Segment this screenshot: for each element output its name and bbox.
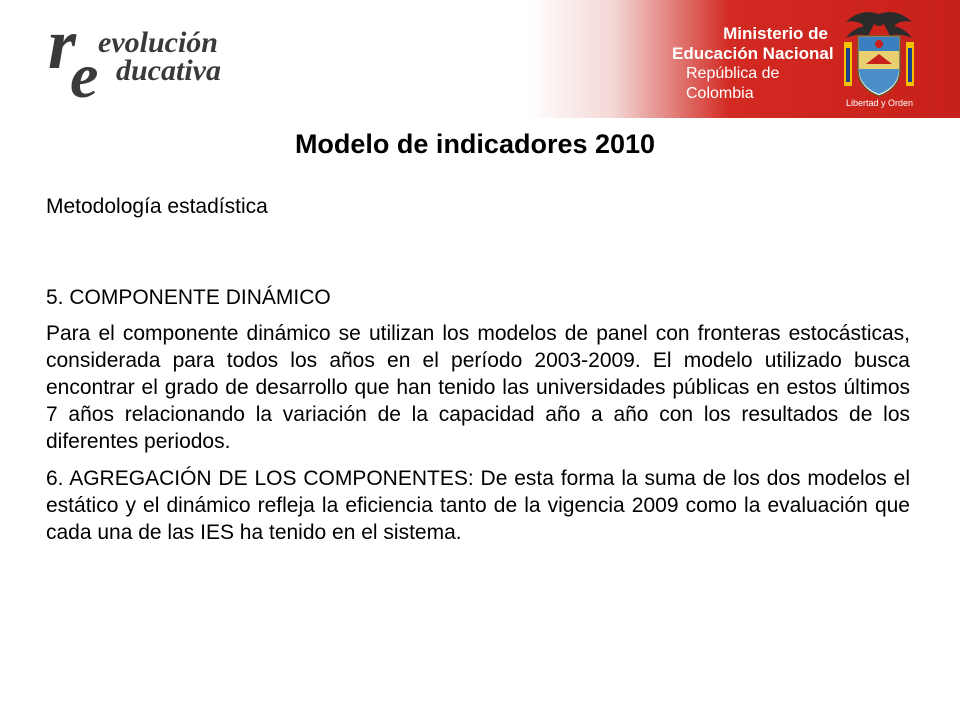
logo-word-educativa: ducativa: [116, 54, 221, 87]
section-5-heading: 5. COMPONENTE DINÁMICO: [46, 286, 331, 309]
ministry-line-3: República de Colombia: [686, 65, 780, 102]
revolucion-educativa-logo: [40, 4, 260, 111]
slide-body: [46, 284, 910, 556]
slide-title: Modelo de indicadores 2010: [294, 129, 656, 159]
logo-word-revolucion: evolución: [98, 26, 218, 59]
header-banner: [0, 0, 960, 118]
slide-subtitle: Metodología estadística: [46, 195, 268, 218]
ministry-line-1: Ministerio de: [723, 24, 828, 43]
logo-letter-r: r: [48, 4, 77, 84]
logo-letter-e: e: [70, 40, 99, 111]
motto-text: Libertad y Orden: [846, 98, 914, 108]
coat-of-arms-icon: [838, 8, 920, 100]
section-5-paragraph: Para el componente dinámico se utilizan los modelos de panel con fronteras estocásticas, considerada para todos los años en el período 2003-2009. El modelo utilizado busca encontrar el grado de desarrollo que han tenido las universidades públicas en estos últimos 7 años relacionando la variación de la capacidad año a año con los resultados de los diferentes periodos.: [46, 322, 910, 453]
ministry-name: [672, 24, 842, 104]
section-6-paragraph: 6. AGREGACIÓN DE LOS COMPONENTES: De esta forma la suma de los dos modelos el estático y el dinámico refleja la eficiencia tanto de la vigencia 2009 como la evaluación que cada una de las IES ha tenido en el sistema.: [46, 467, 910, 544]
ministry-line-2: Educación Nacional: [672, 44, 834, 63]
